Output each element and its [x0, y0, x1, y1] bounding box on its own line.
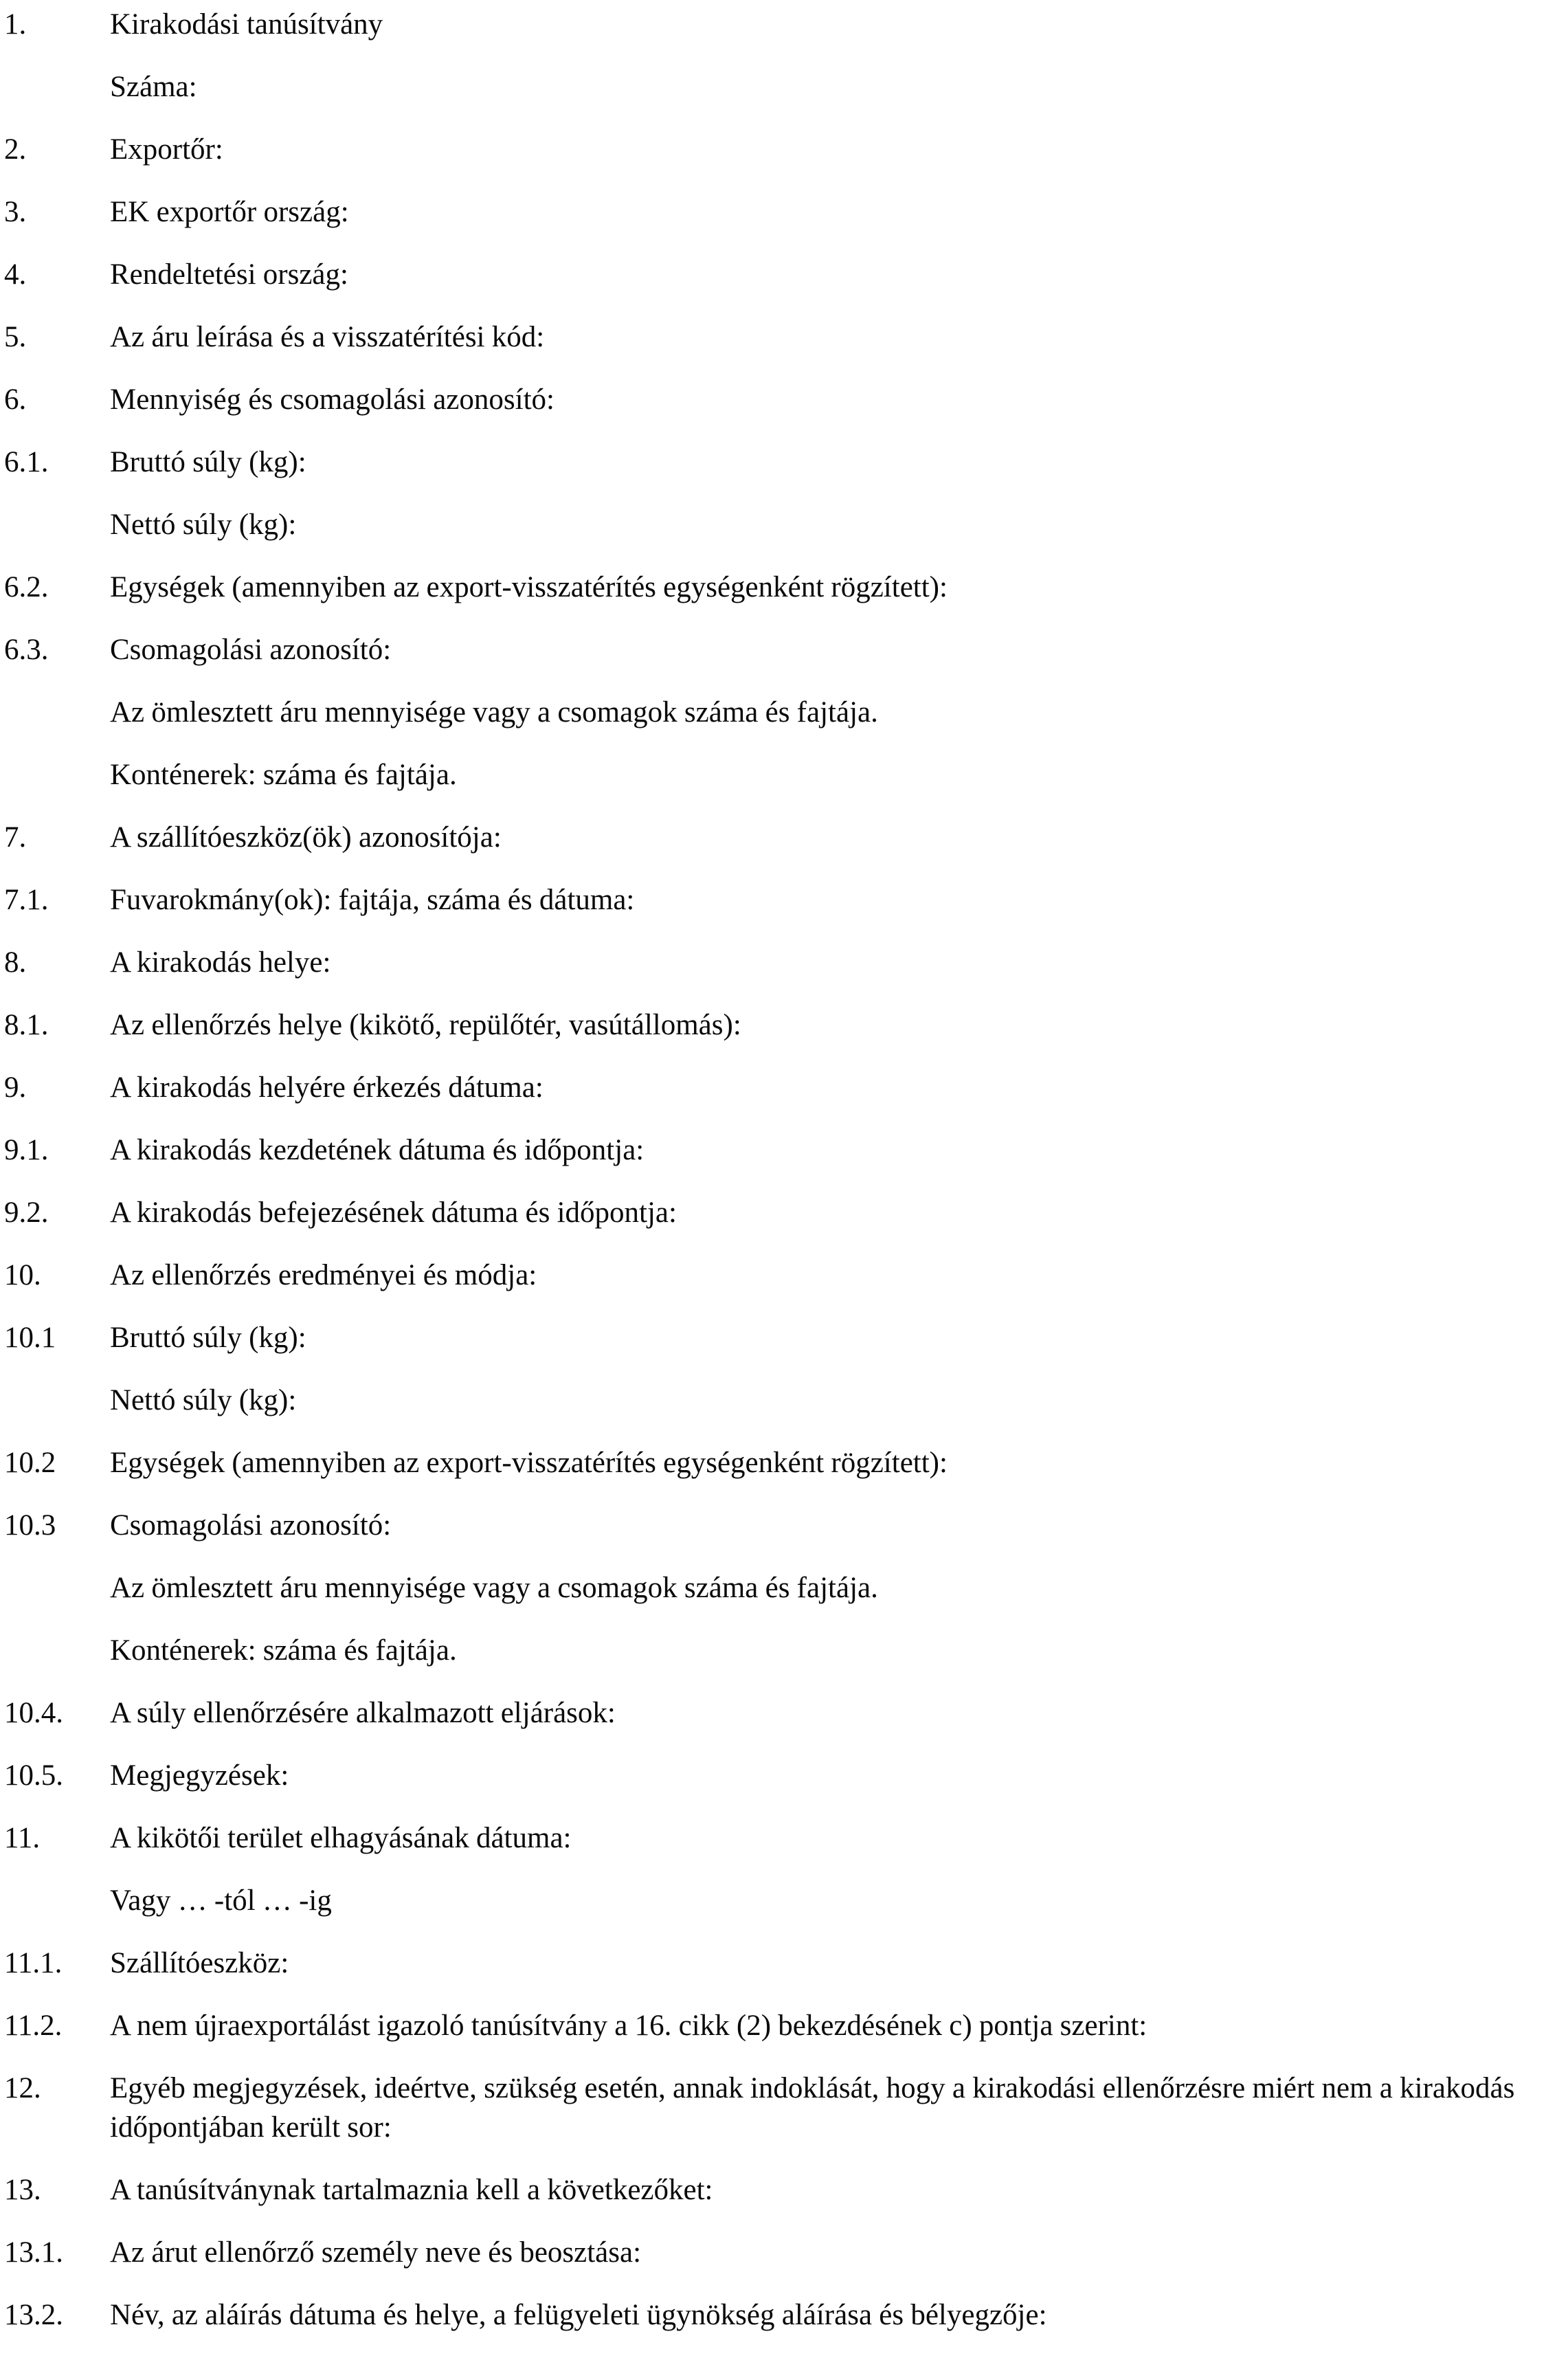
item-number: 13.1. [4, 2236, 63, 2269]
item-number: 6. [4, 383, 27, 416]
item-number: 5. [4, 321, 27, 353]
list-item [4, 1318, 1568, 1357]
item-text: Az áru leírása és a visszatérítési kód: [110, 321, 545, 353]
list-item [4, 818, 1568, 857]
item-text: Egységek (amennyiben az export-visszatérítés egységenként rögzített): [110, 571, 948, 603]
item-number: 2. [4, 133, 27, 166]
list-item [4, 505, 1568, 544]
item-number: 10.3 [4, 1509, 56, 1542]
item-text: A kirakodás befejezésének dátuma és időpontja: [110, 1197, 677, 1229]
list-item [4, 2295, 1568, 2335]
list-item [4, 192, 1568, 232]
item-text: A kirakodás helyére érkezés dátuma: [110, 1071, 544, 1104]
item-number: 3. [4, 196, 27, 228]
item-number: 9. [4, 1071, 27, 1104]
item-text: Vagy … -tól … -ig [110, 1884, 332, 1917]
item-number: 9.1. [4, 1134, 49, 1166]
list-item [4, 943, 1568, 982]
item-text: A kirakodás kezdetének dátuma és időpontja: [110, 1134, 645, 1166]
item-number: 7.1. [4, 884, 49, 916]
list-item [4, 2006, 1568, 2045]
list-item [4, 755, 1568, 794]
item-number: 7. [4, 821, 27, 854]
list-item [4, 1818, 1568, 1858]
item-text: Csomagolási azonosító: [110, 1509, 392, 1542]
item-number: 13. [4, 2174, 41, 2206]
list-item [4, 1568, 1568, 1608]
item-text: Bruttó súly (kg): [110, 446, 306, 478]
list-item [4, 1193, 1568, 1232]
item-text: Mennyiség és csomagolási azonosító: [110, 383, 555, 416]
item-text: A kirakodás helye: [110, 946, 331, 979]
item-number: 1. [4, 8, 27, 41]
list-item [4, 568, 1568, 607]
item-text: Fuvarokmány(ok): fajtája, száma és dátuma: [110, 884, 635, 916]
item-text: Rendeltetési ország: [110, 258, 348, 291]
item-text: Az ömlesztett áru mennyisége vagy a csomagok száma és fajtája. [110, 696, 878, 728]
item-number: 10.5. [4, 1759, 63, 1792]
item-text: Konténerek: száma és fajtája. [110, 759, 457, 791]
list-item [4, 1068, 1568, 1107]
item-number: 10. [4, 1259, 41, 1291]
item-number: 11.1. [4, 1947, 63, 1979]
list-item [4, 380, 1568, 419]
item-number: 8. [4, 946, 27, 979]
item-text: A nem újraexportálást igazoló tanúsítvány a 16. cikk (2) bekezdésének c) pontja szerint: [110, 2010, 1147, 2042]
item-number: 9.2. [4, 1197, 49, 1229]
list-item [4, 67, 1568, 107]
list-item [4, 1005, 1568, 1045]
item-text: EK exportőr ország: [110, 196, 349, 228]
item-text: Bruttó súly (kg): [110, 1322, 306, 1354]
item-number: 8.1. [4, 1009, 49, 1041]
item-text: A tanúsítványnak tartalmaznia kell a következőket: [110, 2174, 713, 2206]
list-item [4, 1881, 1568, 1920]
item-text: Konténerek: száma és fajtája. [110, 1634, 457, 1667]
item-number: 12. [4, 2072, 41, 2104]
numbered-list [4, 5, 1568, 2335]
item-text: Az ömlesztett áru mennyisége vagy a csomagok száma és fajtája. [110, 1572, 878, 1604]
item-text: Exportőr: [110, 133, 223, 166]
list-item [4, 2233, 1568, 2272]
item-text: Szállítóeszköz: [110, 1947, 289, 1979]
list-item [4, 1693, 1568, 1733]
item-text: Az ellenőrzés helye (kikötő, repülőtér, vasútállomás): [110, 1009, 741, 1041]
list-item [4, 880, 1568, 920]
item-number: 11.2. [4, 2010, 63, 2042]
list-item [4, 2170, 1568, 2210]
item-text: Csomagolási azonosító: [110, 634, 392, 666]
item-text: Nettó súly (kg): [110, 1384, 297, 1416]
item-text: Nettó súly (kg): [110, 509, 297, 541]
item-text: Megjegyzések: [110, 1759, 289, 1792]
item-text: Az ellenőrzés eredményei és módja: [110, 1259, 537, 1291]
list-item [4, 1631, 1568, 1670]
item-number: 10.2 [4, 1447, 56, 1479]
item-number: 4. [4, 258, 27, 291]
list-item [4, 130, 1568, 169]
list-item [4, 693, 1568, 732]
list-item [4, 1256, 1568, 1295]
item-text: Az árut ellenőrző személy neve és beosztása: [110, 2236, 642, 2269]
item-number: 6.2. [4, 571, 49, 603]
item-number: 11. [4, 1822, 41, 1854]
item-number: 6.1. [4, 446, 49, 478]
item-text: Egységek (amennyiben az export-visszatérítés egységenként rögzített): [110, 1447, 948, 1479]
item-number: 10.1 [4, 1322, 56, 1354]
list-item [4, 1443, 1568, 1482]
item-text: Név, az aláírás dátuma és helye, a felügyeleti ügynökség aláírása és bélyegzője: [110, 2299, 1047, 2331]
item-text: A szállítóeszköz(ök) azonosítója: [110, 821, 502, 854]
list-item [4, 2069, 1568, 2147]
list-item [4, 630, 1568, 669]
list-item [4, 255, 1568, 294]
list-item [4, 1944, 1568, 1983]
list-item [4, 318, 1568, 357]
item-text: Kirakodási tanúsítvány [110, 8, 383, 41]
item-number: 13.2. [4, 2299, 63, 2331]
list-item [4, 443, 1568, 482]
item-number: 6.3. [4, 634, 49, 666]
item-number: 10.4. [4, 1697, 63, 1729]
item-text: A súly ellenőrzésére alkalmazott eljárások: [110, 1697, 616, 1729]
list-item [4, 5, 1568, 44]
item-text: A kikötői terület elhagyásának dátuma: [110, 1822, 572, 1854]
item-text: Száma: [110, 71, 197, 103]
item-text: Egyéb megjegyzések, ideértve, szükség esetén, annak indoklását, hogy a kirakodási ellenőrzésre miért nem a kirakodás időpontjában került sor: [110, 2072, 1515, 2144]
list-item [4, 1131, 1568, 1170]
list-item [4, 1381, 1568, 1420]
list-item [4, 1756, 1568, 1795]
list-item [4, 1506, 1568, 1545]
